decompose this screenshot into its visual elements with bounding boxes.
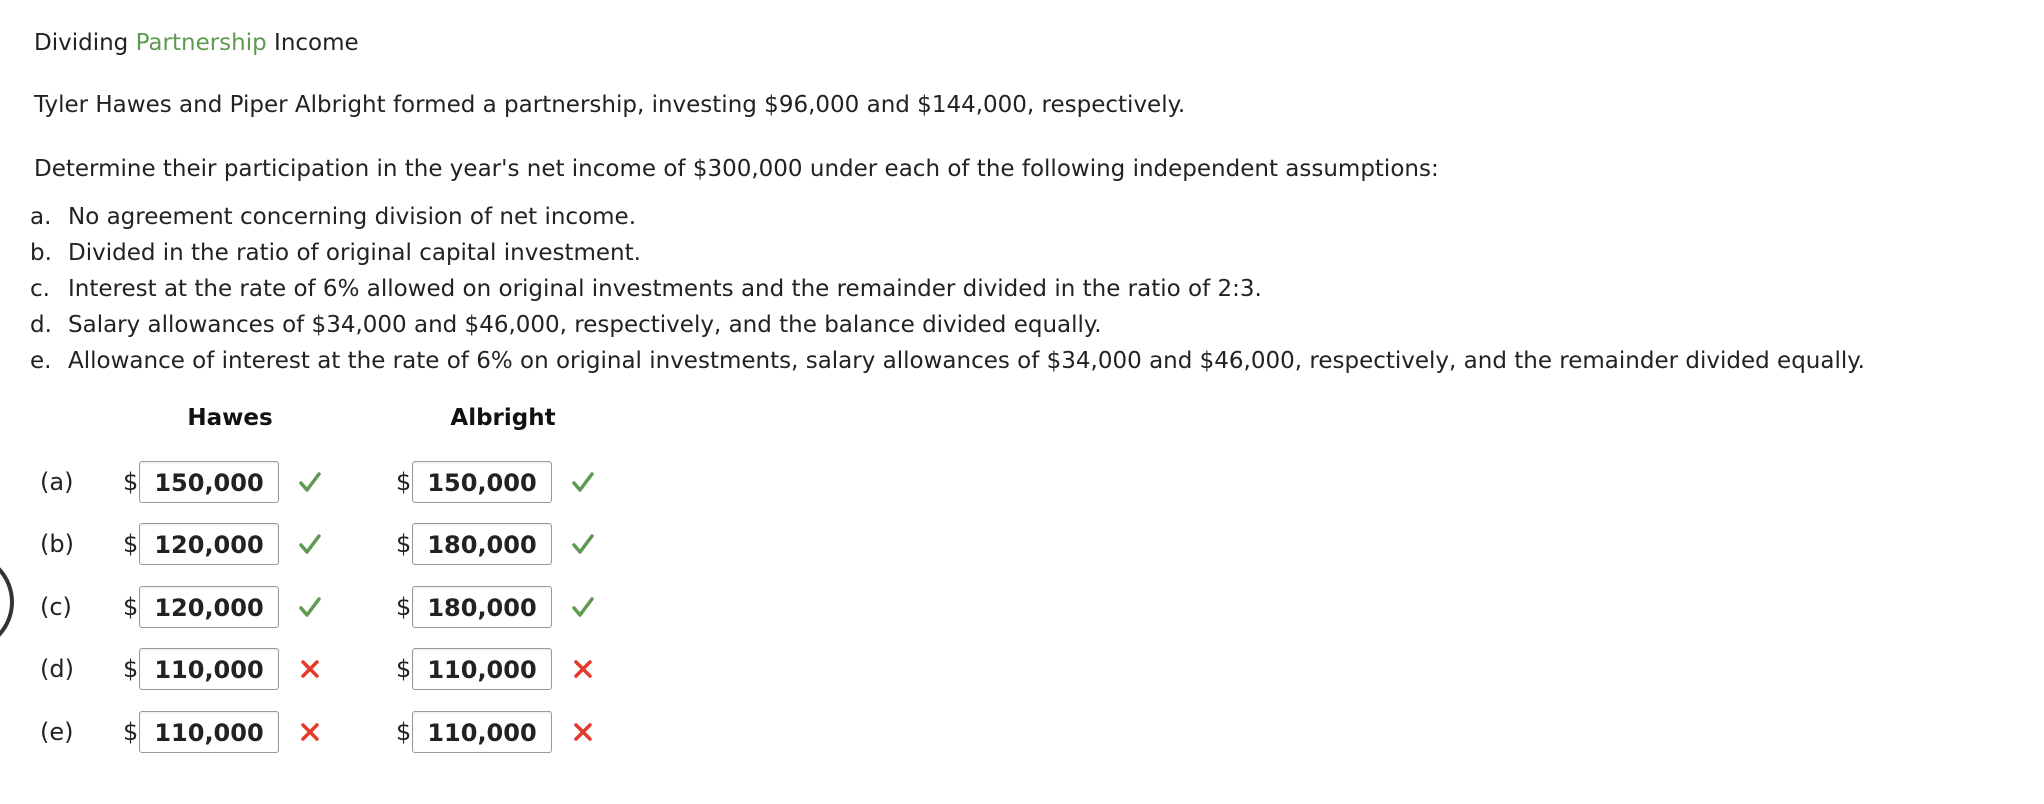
- row-label: (a): [40, 468, 74, 496]
- albright-amount-input[interactable]: 180,000: [412, 586, 552, 628]
- partnership-link[interactable]: Partnership: [135, 30, 267, 56]
- currency-symbol: $: [396, 718, 412, 746]
- column-header-hawes: Hawes: [187, 405, 273, 431]
- currency-symbol: $: [123, 468, 139, 496]
- albright-amount-input[interactable]: 150,000: [412, 461, 552, 503]
- albright-cell: [396, 709, 596, 755]
- hawes-cell: [123, 709, 323, 755]
- assumption-item-e: [30, 343, 2024, 379]
- assumption-letter: c.: [30, 276, 50, 302]
- row-label: (e): [40, 718, 74, 746]
- x-icon: [297, 656, 323, 682]
- hawes-amount-input[interactable]: 110,000: [139, 711, 279, 753]
- currency-symbol: $: [396, 593, 412, 621]
- title-suffix: Income: [266, 30, 359, 56]
- assumption-letter: a.: [30, 204, 52, 230]
- hawes-amount-input[interactable]: 120,000: [139, 586, 279, 628]
- assumption-letter: b.: [30, 240, 52, 266]
- albright-cell: [396, 646, 596, 692]
- currency-symbol: $: [123, 530, 139, 558]
- x-icon: [570, 719, 596, 745]
- assumption-letter: d.: [30, 312, 52, 338]
- hawes-cell: [123, 521, 323, 567]
- albright-cell: [396, 459, 596, 505]
- column-header-albright: Albright: [450, 405, 556, 431]
- row-label: (d): [40, 655, 74, 683]
- assumption-text: Interest at the rate of 6% allowed on original investments and the remainder divided in the ratio of 2:3.: [68, 276, 1262, 302]
- hawes-amount-input[interactable]: 110,000: [139, 648, 279, 690]
- x-icon: [570, 656, 596, 682]
- assumption-text: Salary allowances of $34,000 and $46,000, respectively, and the balance divided equally.: [68, 312, 1102, 338]
- hawes-cell: [123, 646, 323, 692]
- problem-intro: Tyler Hawes and Piper Albright formed a partnership, investing $96,000 and $144,000, respectively.: [34, 92, 1186, 118]
- title-prefix: Dividing: [34, 30, 136, 56]
- albright-cell: [396, 521, 596, 567]
- problem-question: Determine their participation in the year's net income of $300,000 under each of the following independent assumptions:: [34, 156, 1439, 182]
- check-icon: [297, 469, 323, 495]
- check-icon: [570, 531, 596, 557]
- currency-symbol: $: [396, 530, 412, 558]
- hawes-amount-input[interactable]: 150,000: [139, 461, 279, 503]
- assumption-text: Allowance of interest at the rate of 6% on original investments, salary allowances of $34,000 and $46,000, respectively, and the remainder divided equally.: [68, 348, 1865, 374]
- hawes-cell: [123, 459, 323, 505]
- currency-symbol: $: [123, 718, 139, 746]
- assumption-letter: e.: [30, 348, 52, 374]
- check-icon: [570, 594, 596, 620]
- albright-amount-input[interactable]: 110,000: [412, 711, 552, 753]
- check-icon: [297, 594, 323, 620]
- answer-row-d: [40, 646, 640, 692]
- albright-amount-input[interactable]: 110,000: [412, 648, 552, 690]
- hawes-amount-input[interactable]: 120,000: [139, 523, 279, 565]
- currency-symbol: $: [123, 655, 139, 683]
- hawes-cell: [123, 584, 323, 630]
- problem-title: [34, 26, 2024, 60]
- answer-row-e: [40, 709, 640, 755]
- assumptions-list: [30, 199, 2024, 379]
- problem-content: [30, 26, 2024, 379]
- check-icon: [297, 531, 323, 557]
- currency-symbol: $: [396, 655, 412, 683]
- assumption-item-d: [30, 307, 2024, 343]
- row-label: (c): [40, 593, 72, 621]
- x-icon: [297, 719, 323, 745]
- answer-row-b: [40, 521, 640, 567]
- assumption-item-c: [30, 271, 2024, 307]
- currency-symbol: $: [123, 593, 139, 621]
- assumption-text: Divided in the ratio of original capital investment.: [68, 240, 641, 266]
- assumption-item-b: [30, 235, 2024, 271]
- assumption-text: No agreement concerning division of net income.: [68, 204, 637, 230]
- answer-row-a: [40, 459, 640, 505]
- assumption-item-a: [30, 199, 2024, 235]
- currency-symbol: $: [396, 468, 412, 496]
- answer-row-c: [40, 584, 640, 630]
- check-icon: [570, 469, 596, 495]
- left-edge-circle-decoration: [0, 552, 14, 652]
- row-label: (b): [40, 530, 74, 558]
- albright-cell: [396, 584, 596, 630]
- albright-amount-input[interactable]: 180,000: [412, 523, 552, 565]
